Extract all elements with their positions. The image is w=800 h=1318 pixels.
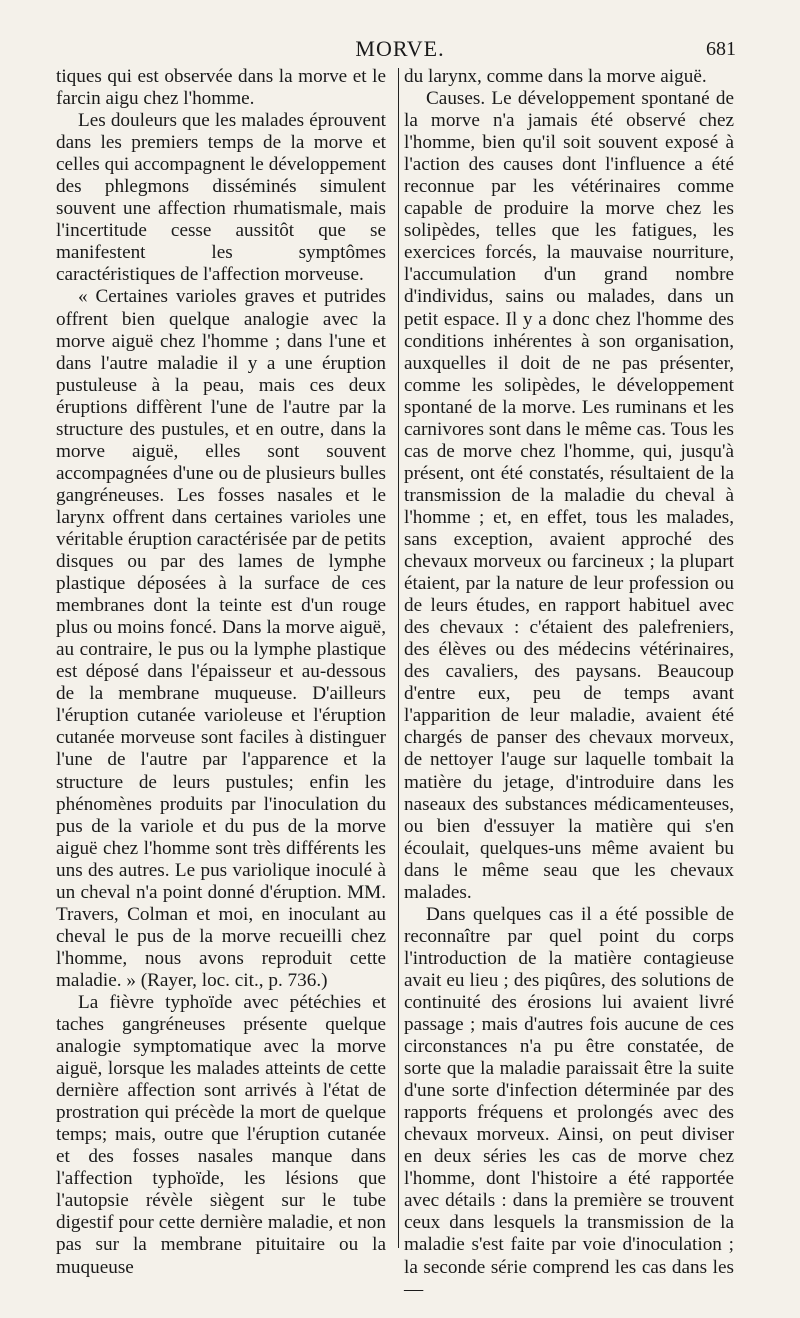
page-number: 681 [706, 38, 736, 60]
paragraph: Les douleurs que les malades éprouvent dans les premiers temps de la morve et celles qui accompagnent le développement des phlegmons disséminés simulent souvent une affection rhumatismale, mais l'incertitude cesse aussitôt que se manifestent les symptômes caractéristiques de l'affection morveuse. [56, 110, 386, 286]
left-column [56, 66, 386, 1279]
right-column [404, 66, 734, 1301]
paragraph: tiques qui est observée dans la morve et le farcin aigu chez l'homme. [56, 66, 386, 110]
running-title: MORVE. [355, 36, 445, 61]
paragraph: « Certaines varioles graves et putrides offrent bien quelque analogie avec la morve aiguë chez l'homme ; dans l'une et dans l'autre maladie il y a une éruption pustuleuse à la peau, mais ces deux éruptions diffèrent l'une de l'autre par la structure des pustules, et en outre, dans la morve aiguë, elles sont souvent accompagnées d'une ou de plusieurs bulles gangréneuses. Les fosses nasales et le larynx offrent dans certaines varioles une véritable éruption caractérisée par de petits disques ou par des lames de lymphe plastique déposées à la surface de ces membranes dont la teinte est d'un rouge plus ou moins foncé. Dans la morve aiguë, au contraire, le pus ou la lymphe plastique est déposé dans l'épaisseur et au-dessous de la membrane muqueuse. D'ailleurs l'éruption cutanée varioleuse et l'éruption cutanée morveuse sont faciles à distinguer l'une de l'autre par l'apparence et la structure de leurs pustules; enfin les phénomènes produits par l'inoculation du pus de la variole et du pus de la morve aiguë chez l'homme sont très différents les uns des autres. Le pus variolique inoculé à un cheval n'a point donné d'éruption. MM. Travers, Colman et moi, en inoculant au cheval le pus de la morve recueilli chez l'homme, nous avons reproduit cette maladie. » (Rayer, loc. cit., p. 736.) [56, 286, 386, 991]
column-divider [398, 68, 399, 1248]
page-header [0, 36, 800, 70]
paragraph: Dans quelques cas il a été possible de reconnaître par quel point du corps l'introduction de la matière contagieuse avait eu lieu ; des piqûres, des solutions de continuité des érosions lui avaient livré passage ; mais d'autres fois aucune de ces circonstances n'a pu être constatée, de sorte que la maladie paraissait être la suite d'une sorte d'infection déterminée par des rapports fréquens et prolongés avec des chevaux morveux. Ainsi, on peut diviser en deux séries les cas de morve chez l'homme, dont l'histoire a été rapportée avec détails : dans la première se trouvent ceux dans lesquels la transmission de la maladie s'est faite par voie d'inoculation ; la seconde série comprend les cas dans les— [404, 903, 734, 1300]
paragraph: Causes. Le développement spontané de la morve n'a jamais été observé chez l'homme, bien qu'il soit souvent exposé à l'action des causes dont l'influence a été reconnue par les vétérinaires comme capable de produire la morve chez les solipèdes, telles que les fatigues, les exercices forcés, la mauvaise nourriture, l'accumulation d'un grand nombre d'individus, sains ou malades, dans un petit espace. Il y a donc chez l'homme des conditions inhérentes à son organisation, auxquelles il doit de ne pas présenter, comme les solipèdes, le développement spontané de la morve. Les ruminans et les carnivores sont dans le même cas. Tous les cas de morve chez l'homme, qui, jusqu'à présent, ont été constatés, résultaient de la transmission de la maladie du cheval à l'homme ; et, en effet, tous les malades, sans exception, avaient approché des chevaux morveux ou farcineux ; la plupart étaient, par la nature de leur profession ou de leurs études, en rapport habituel avec des chevaux : c'étaient des palefreniers, des élèves ou des médecins vétérinaires, des cavaliers, des paysans. Beaucoup d'entre eux, peu de temps avant l'apparition de leur maladie, avaient été chargés de panser des chevaux morveux, de nettoyer l'auge sur laquelle tombait la matière du jetage, d'introduire dans les naseaux des substances médicamenteuses, ou bien d'essuyer la matière qui s'en écoulait, quelques-uns même avaient bu dans le même seau que les chevaux malades. [404, 88, 734, 903]
paragraph: du larynx, comme dans la morve aiguë. [404, 66, 707, 87]
paragraph: La fièvre typhoïde avec pétéchies et taches gangréneuses présente quelque analogie symptomatique avec la morve aiguë, lorsque les malades atteints de cette dernière affection sont arrivés à l'état de prostration qui précède la mort de quelque temps; mais, outre que l'éruption cutanée et des fosses nasales manque dans l'affection typhoïde, les lésions que l'autopsie révèle siègent sur le tube digestif pour cette dernière maladie, et non pas sur la membrane pituitaire ou la muqueuse [56, 991, 386, 1278]
